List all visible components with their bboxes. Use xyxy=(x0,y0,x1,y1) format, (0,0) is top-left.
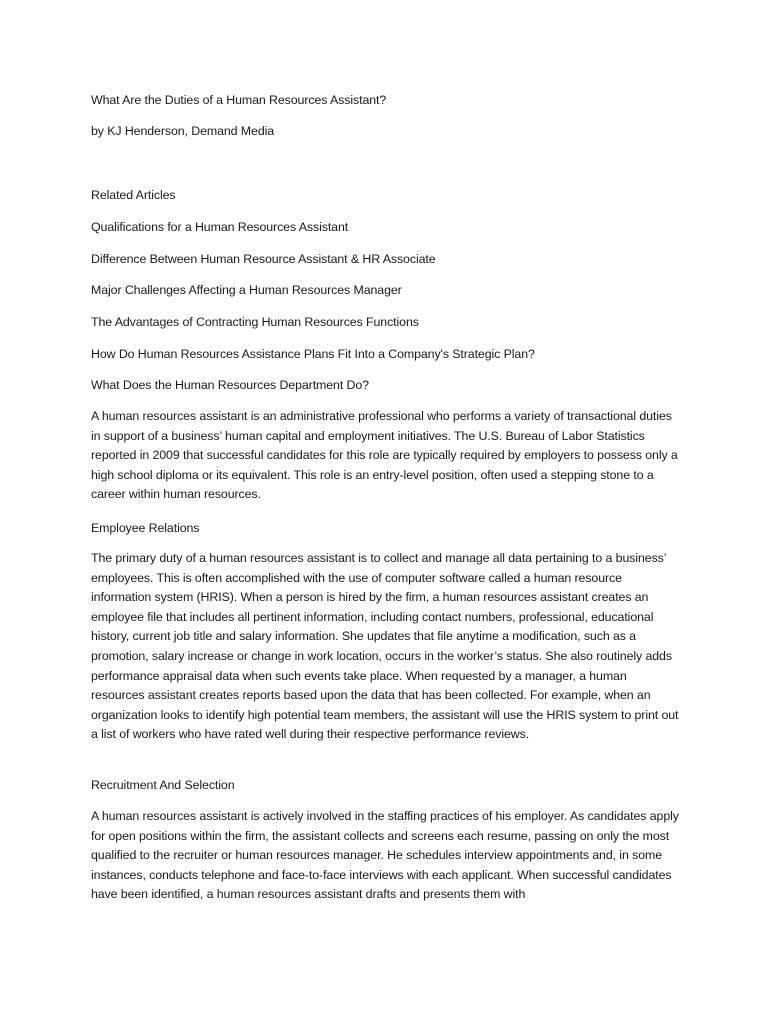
intro-paragraph: A human resources assistant is an administrative professional who performs a variety of transactional duties in support of a business’ human capital and employment initiatives. The U.S. Bureau of Labor Statistics reported in 2009 that successful candidates for this role are typically required by employers to possess only a high school diploma or its equivalent. This role is an entry-level position, often used a stepping stone to a career within human resources. xyxy=(91,409,678,502)
section-heading-recruitment: Recruitment And Selection xyxy=(91,778,235,792)
recruitment-paragraph: A human resources assistant is actively involved in the staffing practices of his employer. As candidates apply for open positions within the firm, the assistant collects and screens each resume, passing on only the most qualified to the recruiter or human resources manager. He schedules interview appointments and, in some instances, conducts telephone and face-to-face interviews with each applicant. When successful candidates have been identified, a human resources assistant drafts and presents them with xyxy=(91,809,679,902)
article-byline: by KJ Henderson, Demand Media xyxy=(91,124,275,138)
article-title: What Are the Duties of a Human Resources Assistant? xyxy=(91,93,387,107)
related-article-link[interactable]: Difference Between Human Resource Assistant & HR Associate xyxy=(91,252,436,266)
section-heading-employee-relations: Employee Relations xyxy=(91,521,200,535)
related-article-link[interactable]: Major Challenges Affecting a Human Resources Manager xyxy=(91,283,402,297)
related-article-link[interactable]: Qualifications for a Human Resources Assistant xyxy=(91,220,349,234)
related-article-link[interactable]: How Do Human Resources Assistance Plans Fit Into a Company's Strategic Plan? xyxy=(91,347,535,361)
employee-relations-paragraph: The primary duty of a human resources assistant is to collect and manage all data pertaining to a business’ employees. This is often accomplished with the use of computer software called a human resource information system (HRIS). When a person is hired by the firm, a human resources assistant creates an employee file that includes all pertinent information, including contact numbers, professional, educational history, current job title and salary information. She updates that file anytime a modification, such as a promotion, salary increase or change in work location, occurs in the worker’s status. She also routinely adds performance appraisal data when such events take place. When requested by a manager, a human resources assistant creates reports based upon the data that has been collected. For example, when an organization looks to identify high potential team members, the assistant will use the HRIS system to print out a list of workers who have rated well during their respective performance reviews. xyxy=(91,551,679,742)
related-articles-heading: Related Articles xyxy=(91,188,176,202)
related-article-link[interactable]: The Advantages of Contracting Human Resources Functions xyxy=(91,315,419,329)
related-article-link[interactable]: What Does the Human Resources Department Do? xyxy=(91,378,369,392)
